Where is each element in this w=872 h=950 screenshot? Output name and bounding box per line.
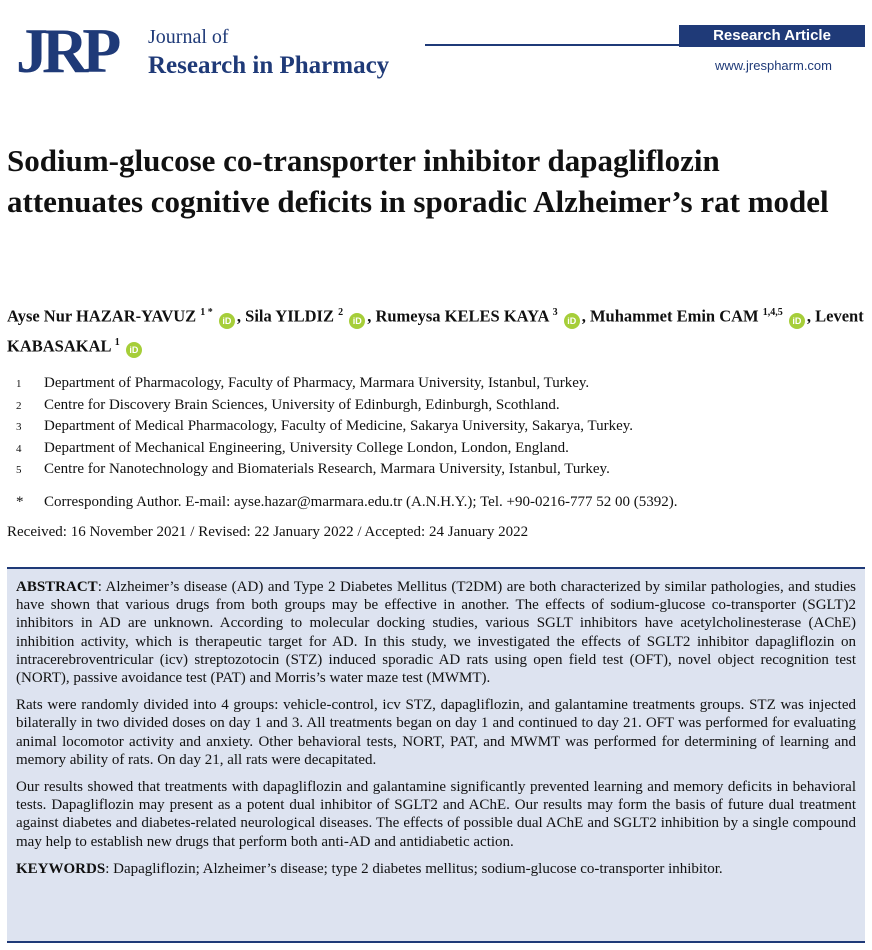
author-name: Muhammet Emin CAM <box>589 306 759 326</box>
affiliation-item <box>16 395 866 417</box>
journal-name: Research in Pharmacy <box>148 52 390 79</box>
author-separator: , <box>236 306 242 326</box>
author-affiliation-sup: 1,4,5 <box>762 307 783 318</box>
keywords-label: KEYWORDS <box>16 860 106 877</box>
author-list <box>7 300 867 359</box>
affiliation-item <box>16 459 866 481</box>
article-title: Sodium-glucose co-transporter inhibitor dapagliflozin attenuates cognitive deficits in sporadic Alzheimer’s rat model <box>7 143 829 219</box>
affiliation-item <box>16 438 866 460</box>
orcid-icon[interactable]: iD <box>349 313 365 329</box>
affiliation-list <box>16 373 866 481</box>
corresponding-text: Corresponding Author. E-mail: ayse.hazar@marmara.edu.tr (A.N.H.Y.); Tel. +90-0216-777 52 00 (5392). <box>44 494 678 510</box>
abstract-label: ABSTRACT <box>16 579 98 595</box>
journal-website-link[interactable]: www.jrespharm.com <box>714 58 832 73</box>
journal-of-label: Journal of <box>148 26 229 48</box>
author-affiliation-sup: 1 * <box>200 307 213 318</box>
abstract-text: : Alzheimer’s disease (AD) and Type 2 Diabetes Mellitus (T2DM) are both characterized by similar pathologies, and studies have shown that various drugs from both groups may be effective in another. The effects of sodium-glucose co-transporter (SGLT)2 inhibitors in AD are unknown. According to molecular docking studies, various SGLT inhibitors have acetylcholinesterase (AChE) inhibition activity, which is therapeutic target for AD. In this study, we investigated the effects of SGLT2 inhibitor dapagliflozin on intracerebroventricular (icv) streptozotocin (STZ) induced sporadic AD rats using open field test (OFT), novel object recognition test (NORT), passive avoidance test (PAT) and Morris’s water maze test (MWMT). <box>16 579 856 687</box>
keywords-paragraph <box>16 860 856 878</box>
author-name: Rumeysa KELES KAYA <box>375 306 549 326</box>
journal-logo <box>16 15 128 86</box>
affiliation-text: Department of Medical Pharmacology, Faculty of Medicine, Sakarya University, Sakarya, Turkey. <box>44 418 634 434</box>
corresponding-author <box>16 494 677 511</box>
author-separator: , <box>367 306 372 326</box>
article-type-badge: Research Article <box>679 25 865 47</box>
orcid-icon[interactable]: iD <box>564 313 580 329</box>
abstract-box <box>7 567 865 943</box>
affiliation-number: 3 <box>16 421 22 433</box>
orcid-icon[interactable]: iD <box>789 313 805 329</box>
author-affiliation-sup: 3 <box>552 307 558 318</box>
affiliation-number: 5 <box>16 464 22 476</box>
orcid-icon[interactable]: iD <box>219 313 235 329</box>
logo-text: JRP <box>16 15 116 86</box>
affiliation-number: 1 <box>16 378 22 390</box>
author-affiliation-sup: 1 <box>114 336 120 348</box>
affiliation-item <box>16 373 866 395</box>
orcid-icon[interactable]: iD <box>126 342 142 358</box>
abstract-paragraph: Rats were randomly divided into 4 groups: vehicle-control, icv STZ, dapagliflozin, and galantamine treatments groups. STZ was injected bilaterally in two divided doses on day 1 and 3. All treatments began on day 1 and continued to day 21. OFT was performed for evaluating animal locomotor activity and anxiety. Other behavioral tests, NORT, PAT, and MWMT was performed for determining of learning and memory ability of rats. On day 21, all rats were decapitated. <box>16 697 856 768</box>
keywords-text: : Dapagliflozin; Alzheimer’s disease; type 2 diabetes mellitus; sodium-glucose co-transporter inhibitor. <box>105 860 723 877</box>
author-separator: , <box>581 306 586 326</box>
author-name: Ayse Nur HAZAR-YAVUZ <box>7 306 197 326</box>
affiliation-number: 4 <box>16 442 22 455</box>
article-dates: Received: 16 November 2021 / Revised: 22 January 2022 / Accepted: 24 January 2022 <box>7 524 529 540</box>
affiliation-text: Centre for Discovery Brain Sciences, University of Edinburgh, Edinburgh, Scothland. <box>44 396 560 413</box>
affiliation-text: Department of Pharmacology, Faculty of Pharmacy, Marmara University, Istanbul, Turkey. <box>44 375 590 391</box>
affiliation-text: Department of Mechanical Engineering, University College London, London, England. <box>44 439 569 456</box>
corresponding-mark: * <box>16 494 24 510</box>
abstract-paragraph <box>16 578 856 687</box>
affiliation-item <box>16 416 866 438</box>
author-name: Levent KABASAKAL <box>7 306 864 355</box>
affiliation-number: 2 <box>16 399 22 412</box>
author-name: Sila YILDIZ <box>245 306 334 326</box>
affiliation-text: Centre for Nanotechnology and Biomaterials Research, Marmara University, Istanbul, Turkey. <box>44 461 610 477</box>
abstract-paragraph: Our results showed that treatments with dapagliflozin and galantamine significantly prevented learning and memory deficits in behavioral tests. Dapagliflozin may present as a potent dual inhibitor of SGLT2 and AChE. Our results may form the basis of future dual treatment against diabetes and diabetes-related neurological diseases. The effects of possible dual AChE and SGLT2 inhibition by a single compound may help to establish new drugs that perform both anti-AD and antidiabetic action. <box>16 779 856 850</box>
author-affiliation-sup: 2 <box>338 307 344 318</box>
author-separator: , <box>806 306 812 326</box>
